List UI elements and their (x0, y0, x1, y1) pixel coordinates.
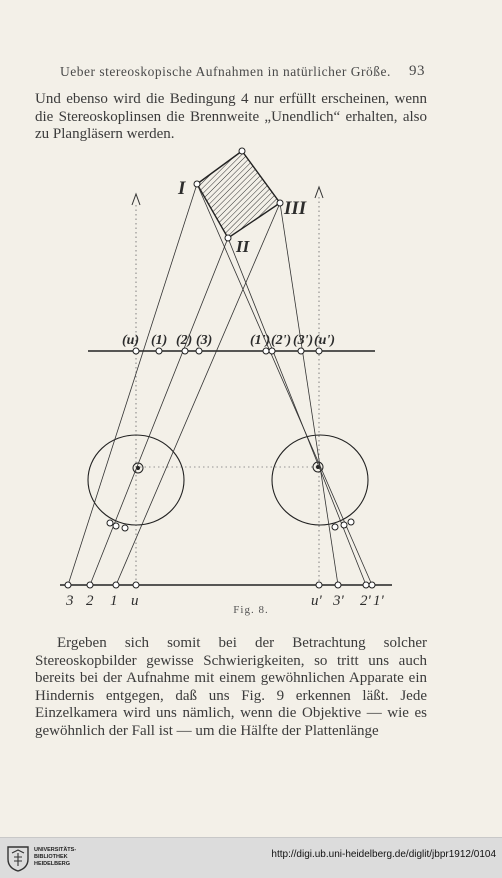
page-number: 93 (409, 63, 425, 79)
pp-label-2: (2) (176, 333, 193, 348)
base-label-3prime: 3' (333, 593, 344, 609)
pp-label-u: (u) (122, 333, 140, 348)
left-arrow-head (132, 194, 140, 205)
paragraph-bottom-text: Ergeben sich somit bei der Betrachtung solcher Stereoskopbilder gewisse Schwierigkeiten, so tritt uns auch bereits bei der Aufnahme mit einem gewöhnlichen Apparate ein Hindernis entgegen, daß uns Fig. 9 erkennen läßt. Jede Einzelkamera wird uns nämlich, wenn die Objektive — wie es gewöhnlich der Fall ist — um die Hälfte der Plattenlänge (35, 635, 427, 739)
pp-label-1prime: (1') (250, 333, 271, 348)
pp-label-3: (3) (196, 333, 213, 348)
library-name-line-1: UNIVERSITÄTS- (34, 847, 77, 853)
pp-label-3prime: (3') (293, 333, 314, 348)
right-arrow-head (315, 187, 323, 198)
pp-label-uprime: (u') (314, 333, 335, 348)
base-label-2: 2 (86, 593, 94, 609)
running-title: Ueber stereoskopische Aufnahmen in natürlicher Größe. (60, 64, 391, 79)
vertex-label-I: I (178, 178, 186, 199)
source-url-link[interactable]: http://digi.ub.uni-heidelberg.de/diglit/jbpr1912/0104 (271, 849, 496, 860)
base-label-uprime: u' (311, 593, 322, 609)
library-name-line-3: HEIDELBERG (34, 861, 71, 867)
vertex-label-II: II (236, 237, 250, 256)
right-eye-circle (272, 435, 368, 525)
pp-label-1: (1) (151, 333, 168, 348)
library-name-line-2: BIBLIOTHEK (34, 854, 68, 860)
base-label-u: u (131, 593, 139, 609)
pp-label-2prime: (2') (271, 333, 292, 348)
vertex-label-III: III (284, 198, 307, 219)
paragraph-top-text: Und ebenso wird die Bedingung 4 nur erfüllt erscheinen, wenn die Stereoskoplinsen die Brennweite „Unendlich“ erhalten, also zu Plangläsern werden. (35, 91, 427, 143)
library-seal-icon (6, 845, 30, 872)
base-label-1: 1 (110, 593, 118, 609)
figure-caption: Fig. 8. (233, 604, 269, 616)
base-label-1prime: 1' (373, 593, 384, 609)
object-quadrilateral (197, 151, 280, 238)
base-label-2prime: 2' (360, 593, 371, 609)
library-footer-bar (0, 837, 502, 878)
paragraph-bottom (35, 635, 427, 741)
library-name (34, 847, 76, 868)
base-label-3: 3 (66, 593, 74, 609)
picture-plane-labels (122, 333, 335, 348)
